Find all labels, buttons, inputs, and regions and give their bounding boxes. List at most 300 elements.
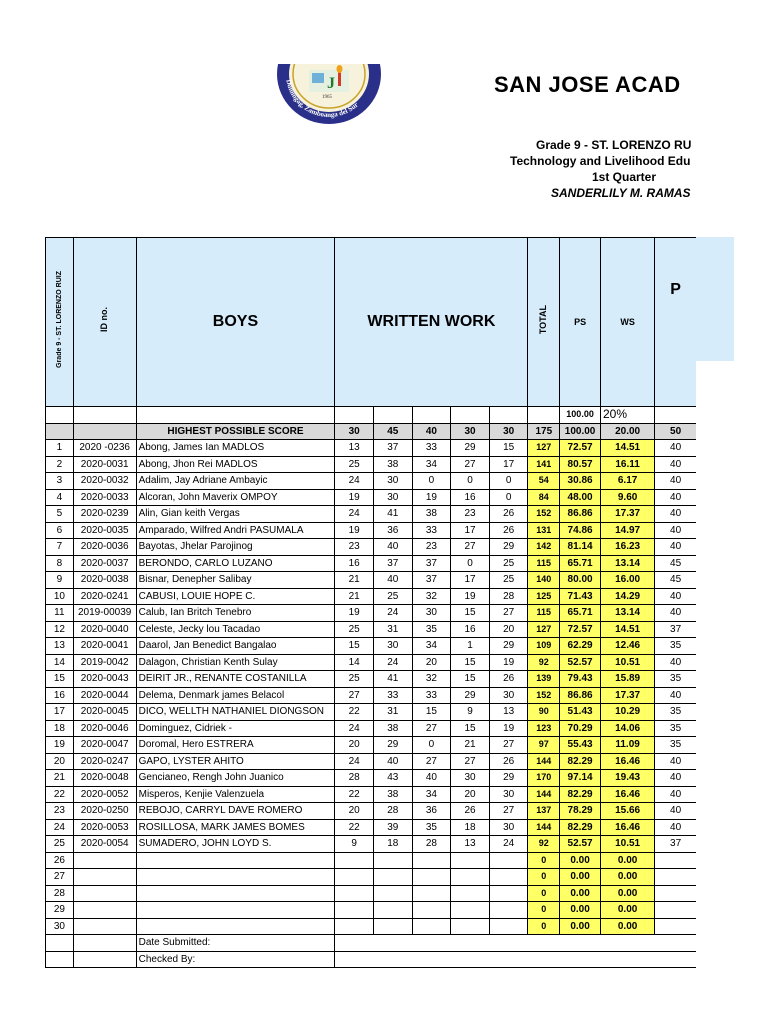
row-number: 15 xyxy=(46,671,74,688)
score-cell: 36 xyxy=(373,522,412,539)
score-cell: 30 xyxy=(373,638,412,655)
score-cell: 27 xyxy=(489,803,528,820)
student-row xyxy=(46,852,697,869)
total-cell: 0 xyxy=(528,852,560,869)
footer-row xyxy=(46,935,697,952)
score-cell: 33 xyxy=(412,522,451,539)
score-cell xyxy=(373,885,412,902)
student-name: DEIRIT JR., RENANTE COSTANILLA xyxy=(136,671,335,688)
score-cell: 20 xyxy=(412,654,451,671)
score-cell: 13 xyxy=(489,704,528,721)
next-score-cell: 40 xyxy=(655,473,696,490)
student-name: Daarol, Jan Benedict Bangalao xyxy=(136,638,335,655)
ws-cell: 19.43 xyxy=(600,770,654,787)
ps-cell: 86.86 xyxy=(560,506,601,523)
student-name: REBOJO, CARRYL DAVE ROMERO xyxy=(136,803,335,820)
next-score-cell: 35 xyxy=(655,720,696,737)
row-number: 8 xyxy=(46,555,74,572)
total-cell: 92 xyxy=(528,654,560,671)
student-name: Bisnar, Denepher Salibay xyxy=(136,572,335,589)
row-number: 24 xyxy=(46,819,74,836)
total-cell: 131 xyxy=(528,522,560,539)
ps-cell: 0.00 xyxy=(560,869,601,886)
row-number: 6 xyxy=(46,522,74,539)
total-header: TOTAL xyxy=(528,238,560,407)
next-score-cell: 45 xyxy=(655,572,696,589)
student-id: 2020-0052 xyxy=(73,786,136,803)
ws-cell: 17.37 xyxy=(600,506,654,523)
student-name: Delema, Denmark james Belacol xyxy=(136,687,335,704)
score-cell: 26 xyxy=(489,671,528,688)
total-cell: 144 xyxy=(528,786,560,803)
student-row xyxy=(46,506,697,523)
hps-label: HIGHEST POSSIBLE SCORE xyxy=(136,423,335,440)
score-cell: 23 xyxy=(451,506,490,523)
score-cell: 0 xyxy=(451,555,490,572)
score-cell: 32 xyxy=(412,671,451,688)
hps-score: 30 xyxy=(335,423,374,440)
student-name xyxy=(136,902,335,919)
score-cell: 25 xyxy=(335,456,374,473)
score-cell: 24 xyxy=(335,506,374,523)
ws-cell: 9.60 xyxy=(600,489,654,506)
score-cell: 15 xyxy=(451,605,490,622)
score-cell: 36 xyxy=(412,803,451,820)
score-cell: 41 xyxy=(373,506,412,523)
score-cell: 31 xyxy=(373,704,412,721)
score-cell: 24 xyxy=(373,605,412,622)
score-cell: 25 xyxy=(489,572,528,589)
score-cell: 43 xyxy=(373,770,412,787)
student-name: Abong, James Ian MADLOS xyxy=(136,440,335,457)
student-name xyxy=(136,869,335,886)
student-name: Misperos, Kenjie Valenzuela xyxy=(136,786,335,803)
ws-cell: 10.51 xyxy=(600,654,654,671)
id-header: ID no. xyxy=(73,238,136,407)
ws-cell: 14.29 xyxy=(600,588,654,605)
student-id: 2020-0046 xyxy=(73,720,136,737)
score-cell: 29 xyxy=(373,737,412,754)
row-number: 27 xyxy=(46,869,74,886)
ps-cell: 82.29 xyxy=(560,753,601,770)
row-number: 5 xyxy=(46,506,74,523)
score-cell: 18 xyxy=(451,819,490,836)
score-cell: 19 xyxy=(451,588,490,605)
row-number: 4 xyxy=(46,489,74,506)
row-number: 13 xyxy=(46,638,74,655)
hps-ws: 20.00 xyxy=(600,423,654,440)
score-cell: 35 xyxy=(412,819,451,836)
score-cell: 26 xyxy=(489,753,528,770)
ps-cell: 80.00 xyxy=(560,572,601,589)
score-cell: 25 xyxy=(373,588,412,605)
student-id: 2020-0031 xyxy=(73,456,136,473)
student-id: 2020-0250 xyxy=(73,803,136,820)
total-cell: 152 xyxy=(528,687,560,704)
ps-cell: 72.57 xyxy=(560,440,601,457)
score-cell: 33 xyxy=(373,687,412,704)
score-cell: 30 xyxy=(489,786,528,803)
total-cell: 115 xyxy=(528,605,560,622)
score-cell xyxy=(412,902,451,919)
total-cell: 139 xyxy=(528,671,560,688)
hps-next: 50 xyxy=(655,423,696,440)
student-name: DICO, WELLTH NATHANIEL DIONGSON xyxy=(136,704,335,721)
student-row xyxy=(46,671,697,688)
score-cell: 9 xyxy=(451,704,490,721)
score-cell: 1 xyxy=(451,638,490,655)
next-score-cell: 40 xyxy=(655,803,696,820)
row-number: 7 xyxy=(46,539,74,556)
score-cell: 20 xyxy=(451,786,490,803)
score-cell: 19 xyxy=(335,605,374,622)
score-cell: 40 xyxy=(373,539,412,556)
score-cell: 39 xyxy=(373,819,412,836)
total-cell: 152 xyxy=(528,506,560,523)
row-number: 20 xyxy=(46,753,74,770)
total-cell: 54 xyxy=(528,473,560,490)
score-cell: 28 xyxy=(412,836,451,853)
next-score-cell: 40 xyxy=(655,687,696,704)
score-cell: 16 xyxy=(451,621,490,638)
footer-signature-space xyxy=(335,951,696,968)
section-vertical-header: Grade 9 - ST. LORENZO RUIZ xyxy=(46,238,74,407)
score-cell: 29 xyxy=(489,770,528,787)
quarter-title: 1st Quarter xyxy=(592,170,657,184)
student-name: Doromal, Hero ESTRERA xyxy=(136,737,335,754)
student-row xyxy=(46,836,697,853)
ws-cell: 6.17 xyxy=(600,473,654,490)
score-cell: 14 xyxy=(335,654,374,671)
score-cell: 37 xyxy=(373,440,412,457)
row-number: 21 xyxy=(46,770,74,787)
hps-score: 45 xyxy=(373,423,412,440)
score-cell xyxy=(335,902,374,919)
score-cell: 22 xyxy=(335,786,374,803)
ws-cell: 14.51 xyxy=(600,621,654,638)
score-cell: 38 xyxy=(373,786,412,803)
row-number: 29 xyxy=(46,902,74,919)
row-number: 11 xyxy=(46,605,74,622)
total-cell: 140 xyxy=(528,572,560,589)
score-cell: 24 xyxy=(335,720,374,737)
score-cell xyxy=(412,852,451,869)
total-cell: 144 xyxy=(528,753,560,770)
student-row xyxy=(46,918,697,935)
row-number: 19 xyxy=(46,737,74,754)
ws-cell: 0.00 xyxy=(600,902,654,919)
score-cell: 37 xyxy=(373,555,412,572)
ws-cell: 15.66 xyxy=(600,803,654,820)
ps-cell: 48.00 xyxy=(560,489,601,506)
row-number: 22 xyxy=(46,786,74,803)
next-score-cell: 40 xyxy=(655,456,696,473)
ps-header: PS xyxy=(560,238,601,407)
teacher-name: SANDERLILY M. RAMAS xyxy=(551,186,691,200)
next-score-cell xyxy=(655,902,696,919)
score-cell: 16 xyxy=(451,489,490,506)
student-row xyxy=(46,572,697,589)
score-cell: 30 xyxy=(489,819,528,836)
student-id: 2020-0037 xyxy=(73,555,136,572)
next-score-cell xyxy=(655,918,696,935)
ws-percent: 20% xyxy=(600,407,654,424)
row-number: 14 xyxy=(46,654,74,671)
student-row xyxy=(46,605,697,622)
total-cell: 0 xyxy=(528,902,560,919)
ws-cell: 12.46 xyxy=(600,638,654,655)
score-cell: 19 xyxy=(412,489,451,506)
student-row xyxy=(46,803,697,820)
student-id: 2020-0241 xyxy=(73,588,136,605)
footer-signature-space xyxy=(335,935,696,952)
score-cell: 30 xyxy=(373,489,412,506)
ps-cell: 65.71 xyxy=(560,555,601,572)
next-score-cell: 40 xyxy=(655,786,696,803)
score-cell: 27 xyxy=(412,753,451,770)
score-cell: 24 xyxy=(489,836,528,853)
student-name xyxy=(136,918,335,935)
score-cell: 20 xyxy=(335,803,374,820)
next-section-header-bg xyxy=(696,237,734,361)
next-score-cell: 37 xyxy=(655,836,696,853)
student-id: 2020-0032 xyxy=(73,473,136,490)
score-cell: 29 xyxy=(451,687,490,704)
next-score-cell: 40 xyxy=(655,605,696,622)
student-row xyxy=(46,539,697,556)
total-cell: 142 xyxy=(528,539,560,556)
student-row xyxy=(46,654,697,671)
total-cell: 127 xyxy=(528,440,560,457)
row-number: 3 xyxy=(46,473,74,490)
student-name: GAPO, LYSTER AHITO xyxy=(136,753,335,770)
student-name: Alcoran, John Maverix OMPOY xyxy=(136,489,335,506)
score-cell: 38 xyxy=(373,720,412,737)
school-seal-logo xyxy=(272,64,386,124)
score-cell: 30 xyxy=(489,687,528,704)
score-cell: 22 xyxy=(335,704,374,721)
score-cell: 34 xyxy=(412,786,451,803)
student-id: 2019-00039 xyxy=(73,605,136,622)
ps-cell: 82.29 xyxy=(560,786,601,803)
score-cell: 15 xyxy=(335,638,374,655)
ws-cell: 15.89 xyxy=(600,671,654,688)
student-id: 2020-0247 xyxy=(73,753,136,770)
student-name: ROSILLOSA, MARK JAMES BOMES xyxy=(136,819,335,836)
score-cell: 30 xyxy=(373,473,412,490)
ps-cell: 51.43 xyxy=(560,704,601,721)
student-id: 2020-0036 xyxy=(73,539,136,556)
seal-year: 1965 xyxy=(322,95,332,100)
ws-cell: 0.00 xyxy=(600,885,654,902)
score-cell: 23 xyxy=(412,539,451,556)
ws-cell: 16.11 xyxy=(600,456,654,473)
ws-cell: 13.14 xyxy=(600,555,654,572)
footer-blank xyxy=(73,935,136,952)
ws-cell: 13.14 xyxy=(600,605,654,622)
ps-cell: 80.57 xyxy=(560,456,601,473)
school-name: SAN JOSE ACAD xyxy=(494,72,681,97)
score-cell xyxy=(373,869,412,886)
next-score-cell: 40 xyxy=(655,588,696,605)
next-score-cell: 40 xyxy=(655,654,696,671)
score-cell: 40 xyxy=(412,770,451,787)
student-row xyxy=(46,753,697,770)
score-cell xyxy=(335,869,374,886)
score-cell: 13 xyxy=(335,440,374,457)
score-cell xyxy=(451,885,490,902)
score-cell: 23 xyxy=(335,539,374,556)
score-cell: 31 xyxy=(373,621,412,638)
next-score-cell: 40 xyxy=(655,522,696,539)
score-cell: 25 xyxy=(335,621,374,638)
ws-cell: 10.51 xyxy=(600,836,654,853)
footer-blank xyxy=(73,951,136,968)
score-cell: 29 xyxy=(489,638,528,655)
score-cell: 38 xyxy=(412,506,451,523)
student-id: 2020-0047 xyxy=(73,737,136,754)
total-cell: 84 xyxy=(528,489,560,506)
total-cell: 137 xyxy=(528,803,560,820)
student-name: Amparado, Wilfred Andri PASUMALA xyxy=(136,522,335,539)
score-cell: 26 xyxy=(489,522,528,539)
next-component-header: P xyxy=(655,238,696,407)
row-number: 28 xyxy=(46,885,74,902)
total-cell: 115 xyxy=(528,555,560,572)
score-cell: 15 xyxy=(412,704,451,721)
score-cell: 15 xyxy=(451,654,490,671)
score-cell: 40 xyxy=(373,572,412,589)
student-row xyxy=(46,902,697,919)
score-cell: 27 xyxy=(451,753,490,770)
next-score-cell: 40 xyxy=(655,506,696,523)
student-row xyxy=(46,440,697,457)
row-number: 18 xyxy=(46,720,74,737)
total-cell: 90 xyxy=(528,704,560,721)
next-score-cell: 40 xyxy=(655,770,696,787)
grade-section-title: Grade 9 - ST. LORENZO RU xyxy=(536,138,692,152)
student-name: Celeste, Jecky lou Tacadao xyxy=(136,621,335,638)
score-cell: 19 xyxy=(335,522,374,539)
ps-cell: 86.86 xyxy=(560,687,601,704)
score-cell: 33 xyxy=(412,440,451,457)
hps-score: 30 xyxy=(451,423,490,440)
hps-ps: 100.00 xyxy=(560,423,601,440)
written-work-header: WRITTEN WORK xyxy=(335,238,528,407)
score-cell: 30 xyxy=(412,605,451,622)
ps-cell: 62.29 xyxy=(560,638,601,655)
student-id: 2020-0054 xyxy=(73,836,136,853)
score-cell: 34 xyxy=(412,456,451,473)
ps-cell: 79.43 xyxy=(560,671,601,688)
student-row xyxy=(46,885,697,902)
student-id xyxy=(73,902,136,919)
student-row xyxy=(46,737,697,754)
score-cell xyxy=(451,918,490,935)
student-row xyxy=(46,522,697,539)
next-score-cell xyxy=(655,885,696,902)
score-cell xyxy=(451,902,490,919)
student-id: 2020-0048 xyxy=(73,770,136,787)
student-name: Alin, Gian keith Vergas xyxy=(136,506,335,523)
total-cell: 0 xyxy=(528,869,560,886)
score-cell: 21 xyxy=(335,572,374,589)
score-cell: 17 xyxy=(451,572,490,589)
ps-cell: 70.29 xyxy=(560,720,601,737)
student-name: Dominguez, Cidriek - xyxy=(136,720,335,737)
score-cell: 41 xyxy=(373,671,412,688)
ws-cell: 14.51 xyxy=(600,440,654,457)
total-cell: 0 xyxy=(528,918,560,935)
ps-cell: 74.86 xyxy=(560,522,601,539)
score-cell xyxy=(335,885,374,902)
total-cell: 127 xyxy=(528,621,560,638)
ps-cell: 0.00 xyxy=(560,918,601,935)
next-score-cell: 35 xyxy=(655,671,696,688)
student-row xyxy=(46,819,697,836)
student-row xyxy=(46,704,697,721)
score-cell: 37 xyxy=(412,572,451,589)
next-score-cell: 45 xyxy=(655,555,696,572)
score-cell: 29 xyxy=(489,539,528,556)
score-cell: 9 xyxy=(335,836,374,853)
grade-table xyxy=(45,237,696,968)
ps-cell: 82.29 xyxy=(560,819,601,836)
ws-cell: 16.46 xyxy=(600,753,654,770)
score-cell: 24 xyxy=(335,753,374,770)
ws-cell: 14.06 xyxy=(600,720,654,737)
score-cell xyxy=(451,852,490,869)
ps-cell: 0.00 xyxy=(560,852,601,869)
row-number: 26 xyxy=(46,852,74,869)
score-cell: 0 xyxy=(412,737,451,754)
ps-cell: 81.14 xyxy=(560,539,601,556)
ps-cell: 71.43 xyxy=(560,588,601,605)
ps-cell: 97.14 xyxy=(560,770,601,787)
ps-cell: 78.29 xyxy=(560,803,601,820)
score-cell xyxy=(489,885,528,902)
score-cell xyxy=(489,852,528,869)
student-name: CABUSI, LOUIE HOPE C. xyxy=(136,588,335,605)
ps-cell: 0.00 xyxy=(560,902,601,919)
footer-row xyxy=(46,951,697,968)
ps-cell: 55.43 xyxy=(560,737,601,754)
ws-cell: 14.97 xyxy=(600,522,654,539)
score-cell xyxy=(412,918,451,935)
student-name: Adalim, Jay Adriane Ambayic xyxy=(136,473,335,490)
row-number: 2 xyxy=(46,456,74,473)
ps-cell: 30.86 xyxy=(560,473,601,490)
ws-cell: 16.23 xyxy=(600,539,654,556)
total-cell: 0 xyxy=(528,885,560,902)
score-cell: 25 xyxy=(335,671,374,688)
highest-possible-score-row xyxy=(46,423,697,440)
student-id: 2020 -0236 xyxy=(73,440,136,457)
next-score-cell: 40 xyxy=(655,440,696,457)
student-id: 2020-0040 xyxy=(73,621,136,638)
student-row xyxy=(46,869,697,886)
score-cell xyxy=(489,918,528,935)
score-cell: 38 xyxy=(373,456,412,473)
score-cell: 18 xyxy=(373,836,412,853)
student-row xyxy=(46,489,697,506)
student-id: 2019-0042 xyxy=(73,654,136,671)
score-cell xyxy=(489,869,528,886)
student-name xyxy=(136,852,335,869)
header-row xyxy=(46,238,697,407)
score-cell: 0 xyxy=(489,489,528,506)
student-id: 2020-0044 xyxy=(73,687,136,704)
